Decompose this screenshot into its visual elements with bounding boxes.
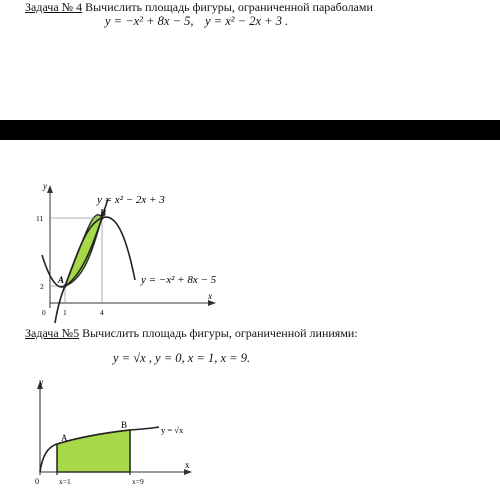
figure1-axis-y-label: y	[43, 181, 47, 191]
task4-heading	[25, 0, 373, 15]
figure1-point-b-label: B	[100, 208, 107, 218]
figure2-graph	[25, 375, 205, 500]
figure2-tick-x9: x=9	[132, 477, 144, 486]
figure1-tick-x-1: 1	[63, 308, 67, 317]
task4-equation-1: y = −x² + 8x − 5,	[105, 14, 194, 28]
black-band	[0, 120, 500, 140]
task4-text: Вычислить площадь фигуры, ограниченной параболами	[82, 0, 373, 14]
figure2-tick-0: 0	[35, 477, 39, 486]
figure1-tick-y-2: 2	[40, 282, 44, 291]
figure1-graph	[0, 175, 260, 325]
task4-number: Задача № 4	[25, 0, 83, 14]
figure1-tick-x-0: 0	[42, 308, 46, 317]
figure1-tick-y-11: 11	[36, 214, 44, 223]
task5-equation: y = √x , y = 0, x = 1, x = 9.	[113, 351, 251, 365]
figure2-tick-x1: x=1	[59, 477, 71, 486]
figure1-y-arrow	[47, 185, 53, 193]
figure1-tick-x-4: 4	[100, 308, 104, 317]
figure1-label-parabola-up: y = x² − 2x + 3	[97, 194, 165, 206]
figure1-axis-x-label: x	[208, 291, 212, 301]
figure2-label-curve: y = √x	[161, 425, 184, 435]
figure2-axis-y-label: y	[39, 377, 44, 387]
task5-number: Задача №5	[25, 326, 80, 340]
figure2-axis-x-label: x	[185, 460, 190, 470]
figure1-label-parabola-down: y = −x² + 8x − 5	[141, 274, 217, 286]
figure2-point-b-label: B	[121, 420, 128, 430]
figure2-point-a-label: A	[61, 433, 68, 443]
figure1-point-a-label: A	[58, 275, 65, 285]
figure2-shaded-region	[57, 430, 130, 472]
task4-equation-2: y = x² − 2x + 3 .	[205, 14, 289, 28]
task5-heading	[25, 326, 358, 341]
figure1-shaded-region	[65, 215, 102, 286]
task5-text: Вычислить площадь фигуры, ограниченной линиями:	[79, 326, 358, 340]
